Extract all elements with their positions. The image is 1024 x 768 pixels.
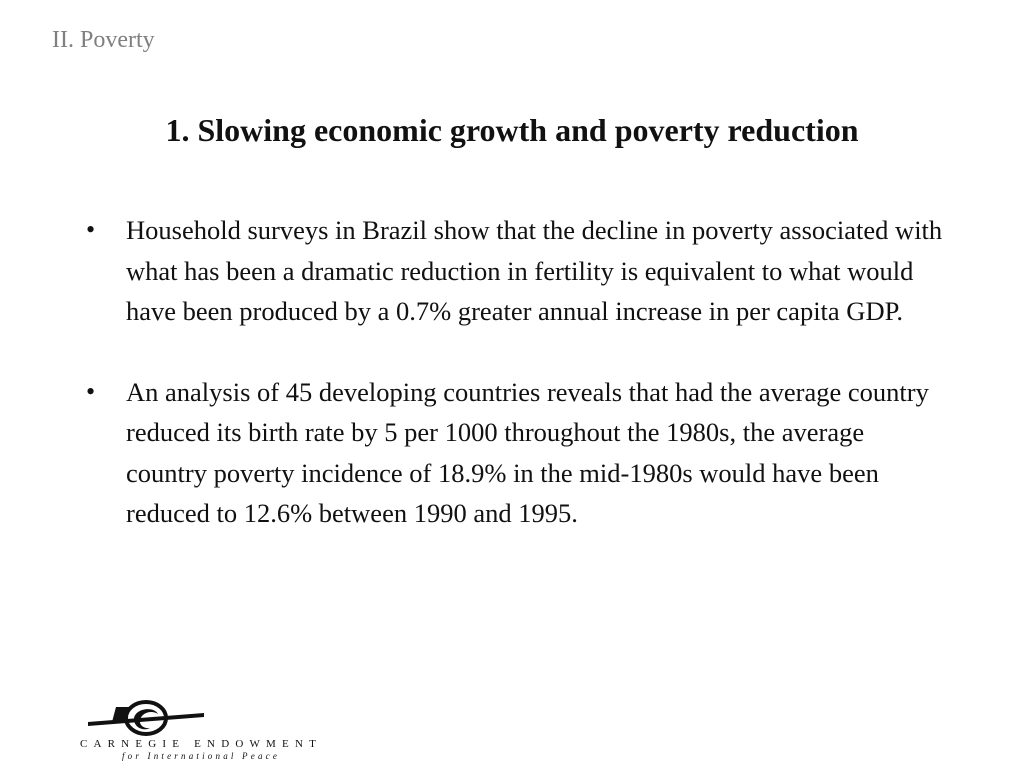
bullet-marker: • bbox=[86, 376, 96, 406]
slide-title: 1. Slowing economic growth and poverty reduction bbox=[165, 112, 859, 148]
bullet-text: Household surveys in Brazil show that the decline in poverty associated with what has been a dramatic reduction in fertility is equivalent to what would have been produced by a 0.7% greater annual increase in per capita GDP. bbox=[126, 215, 943, 326]
bullet-item bbox=[86, 210, 946, 332]
logo-subtitle: for International Peace bbox=[121, 751, 281, 761]
section-label: II. Poverty bbox=[52, 27, 155, 53]
logo-name: CARNEGIE ENDOWMENT bbox=[79, 738, 323, 750]
bullet-item bbox=[86, 372, 946, 534]
carnegie-emblem-icon bbox=[86, 698, 206, 738]
bullet-text: An analysis of 45 developing countries reveals that had the average country reduced its birth rate by 5 per 1000 throughout the 1980s, the average country poverty incidence of 18.9% in the mid-1980s would have been reduced to 12.6% between 1990 and 1995. bbox=[126, 376, 929, 528]
bullet-marker: • bbox=[86, 215, 96, 244]
bullet-list bbox=[86, 210, 946, 534]
carnegie-logo bbox=[56, 698, 346, 762]
